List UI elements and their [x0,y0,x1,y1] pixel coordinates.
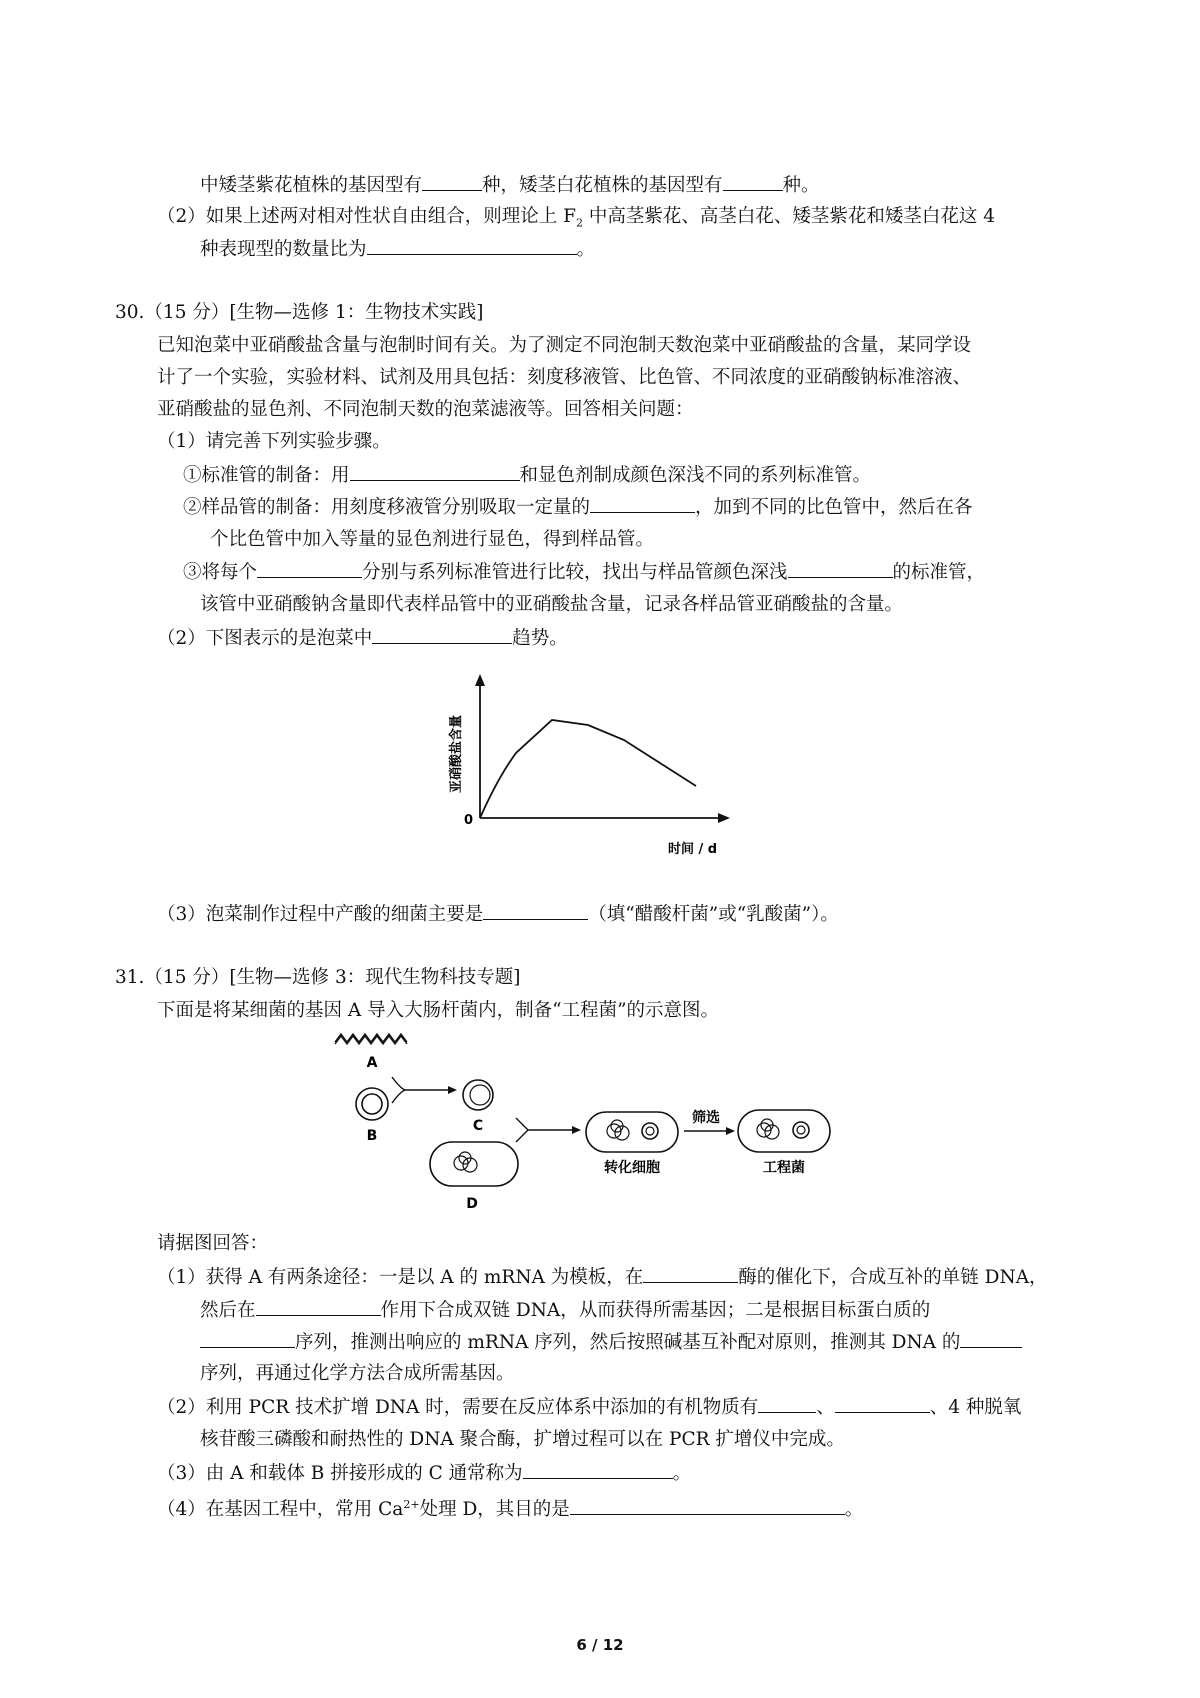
plasmid-b-icon [356,1088,388,1120]
y-axis-arrow-icon [475,674,485,686]
page-number: 6 / 12 [576,1636,624,1654]
label-b: B [366,1128,378,1144]
q30-part3: （3）泡菜制作过程中产酸的细菌主要是 （填“醋酸杆菌”或“乳酸菌”）。 [157,901,839,928]
merge-arrow-2-icon [516,1118,581,1142]
q29-part2: （2）如果上述两对相对性状自由组合，则理论上 $F_2$ 中高茎紫花、高茎白花、矮茎紫花和矮茎白花这 4 [157,206,996,230]
q31-part3: （3）由 A 和载体 B 拼接形成的 C 通常称为 。 [157,1460,691,1487]
nitrite-content-chart [440,668,800,888]
label-engineered-bacterium: 工程菌 [763,1160,805,1176]
q30-intro-line1: 已知泡菜中亚硝酸盐含量与泡制时间有关。为了测定不同泡制天数泡菜中亚硝酸盐的含量，某同学设 [157,335,972,356]
nitrite-curve [480,720,696,818]
q31-part1-line3: 序列，推测出响应的 mRNA 序列，然后按照碱基互补配对原则，推测其 DNA 的 [200,1329,1022,1356]
q30-heading: 30.（15 分）[生物—选修 1：生物技术实践] [115,302,484,323]
engineered-bacterium-icon [738,1110,830,1152]
q30-step1: ①标准管的制备：用 和显色剂制成颜色深浅不同的系列标准管。 [183,462,871,489]
origin-label: 0 [464,813,474,828]
q31-part4: （4）在基因工程中，常用 $Ca^{2+}$处理 D，其目的是 。 [157,1498,864,1521]
label-screening: 筛选 [692,1110,720,1126]
q29-part2-cont: 种表现型的数量比为 。 [200,236,595,263]
recombinant-plasmid-c-icon [463,1080,493,1110]
q30-intro-line2: 计了一个实验，实验材料、试剂及用具包括：刻度移液管、比色管、不同浓度的亚硝酸钠标准溶液、 [157,367,972,388]
q31-part2-line2: 核苷酸三磷酸和耐热性的 DNA 聚合酶，扩增过程可以在 PCR 扩增仪中完成。 [200,1429,845,1450]
label-c: C [472,1118,484,1134]
q31-part1: （1）获得 A 有两条途径：一是以 A 的 mRNA 为模板，在 酶的催化下，合成互补的单链 DNA， [157,1264,1048,1291]
label-a: A [366,1055,378,1071]
q30-step2: ②样品管的制备：用刻度移液管分别吸取一定量的 ，加到不同的比色管中，然后在各 [183,494,973,521]
engineered-bacteria-diagram [320,1030,940,1215]
q31-prompt: 请据图回答： [157,1233,269,1254]
gene-a-icon [335,1034,407,1044]
q31-intro: 下面是将某细菌的基因 A 导入大肠杆菌内，制备“工程菌”的示意图。 [157,1000,720,1021]
screening-arrow-icon [684,1127,735,1135]
label-transformed-cell: 转化细胞 [604,1160,660,1176]
q30-step3-cont: 该管中亚硝酸钠含量即代表样品管中的亚硝酸盐含量，记录各样品管亚硝酸盐的含量。 [200,594,904,615]
y-axis-label: 亚硝酸盐含量 [449,714,464,794]
label-d: D [466,1196,478,1212]
q30-intro-line3: 亚硝酸盐的显色剂、不同泡制天数的泡菜滤液等。回答相关问题： [157,399,694,420]
x-axis-arrow-icon [718,813,730,823]
q31-part2: （2）利用 PCR 技术扩增 DNA 时，需要在反应体系中添加的有机物质有 、 、4 种脱氧 [157,1394,1021,1421]
q30-part2: （2）下图表示的是泡菜中 趋势。 [157,625,568,652]
q30-step3: ③将每个 分别与系列标准管进行比较，找出与样品管颜色深浅 的标准管， [183,559,985,586]
q30-step2-cont: 个比色管中加入等量的显色剂进行显色，得到样品管。 [210,529,655,550]
merge-arrow-icon [392,1077,457,1103]
x-axis-label: 时间 / d [668,842,718,857]
q31-heading: 31.（15 分）[生物—选修 3：现代生物科技专题] [115,967,521,988]
q30-part1: （1）请完善下列实验步骤。 [157,431,391,452]
q31-part1-line4: 序列，再通过化学方法合成所需基因。 [200,1363,515,1384]
q31-part1-line2: 然后在 作用下合成双链 DNA，从而获得所需基因；二是根据目标蛋白质的 [200,1297,930,1324]
bacterium-d-icon [430,1142,518,1186]
transformed-cell-icon [586,1112,678,1152]
q29-line-genotypes: 中矮茎紫花植株的基因型有 种，矮茎白花植株的基因型有 种。 [200,172,820,199]
